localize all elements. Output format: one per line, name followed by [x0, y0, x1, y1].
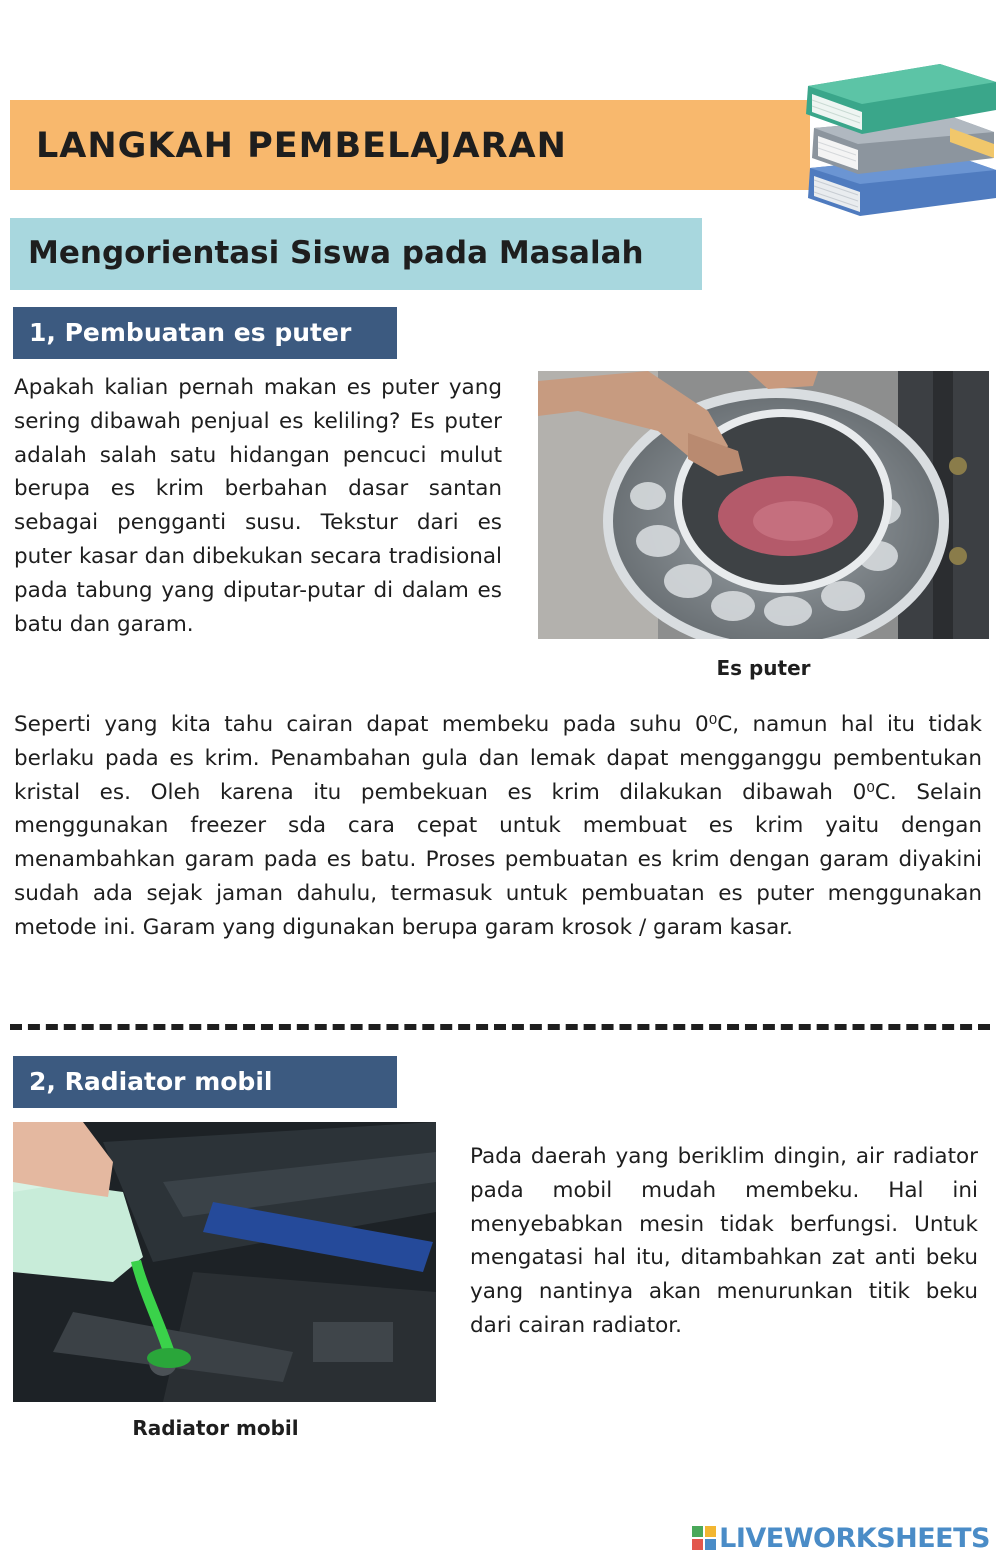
section2-heading: 2, Radiator mobil [13, 1056, 397, 1108]
books-icon [800, 58, 1000, 223]
es-puter-photo [538, 371, 989, 639]
section1-intro-text: Apakah kalian pernah makan es puter yang sering dibawah penjual es keliling? Es puter adalah salah satu hidangan pencuci mulut berupa es krim berbahan dasar santan sebagai pengganti susu. Tekstur dari es puter kasar dan dibekukan secara tradisional pada tabung yang diputar-putar di dalam es batu dan garam. [14, 375, 502, 637]
section-divider [10, 1024, 990, 1030]
page-title: LANGKAH PEMBELAJARAN [36, 126, 567, 166]
brand-text: LIVEWORKSHEETS [719, 1522, 990, 1554]
radiator-caption: Radiator mobil [132, 1416, 299, 1440]
section1-heading: 1, Pembuatan es puter [13, 307, 397, 359]
section-subtitle: Mengorientasi Siswa pada Masalah [28, 235, 644, 271]
section2-body-text: Pada daerah yang beriklim dingin, air radiator pada mobil mudah membeku. Hal ini menyebabkan mesin tidak berfungsi. Untuk mengatasi hal itu, ditambahkan zat anti beku yang nantinya akan menurunkan titik beku dari cairan radiator. [470, 1144, 978, 1338]
section1-body-text: Seperti yang kita tahu cairan dapat membeku pada suhu 0⁰C, namun hal itu tidak berlaku pada es krim. Penambahan gula dan lemak dapat mengganggu pembentukan kristal es. Oleh karena itu pembekuan es krim dilakukan dibawah 0⁰C. Selain menggunakan freezer sda cara cepat untuk membuat es krim yaitu dengan menambahkan garam pada es batu. Proses pembuatan es krim dengan garam diyakini sudah ada sejak jaman dahulu, termasuk untuk pembuatan es puter menggunakan metode ini. Garam yang digunakan berupa garam krosok / garam kasar. [14, 712, 982, 940]
liveworksheets-logo-icon [691, 1525, 717, 1551]
es-puter-caption: Es puter [716, 656, 811, 680]
liveworksheets-brand[interactable] [690, 1520, 990, 1556]
radiator-photo [13, 1122, 436, 1402]
